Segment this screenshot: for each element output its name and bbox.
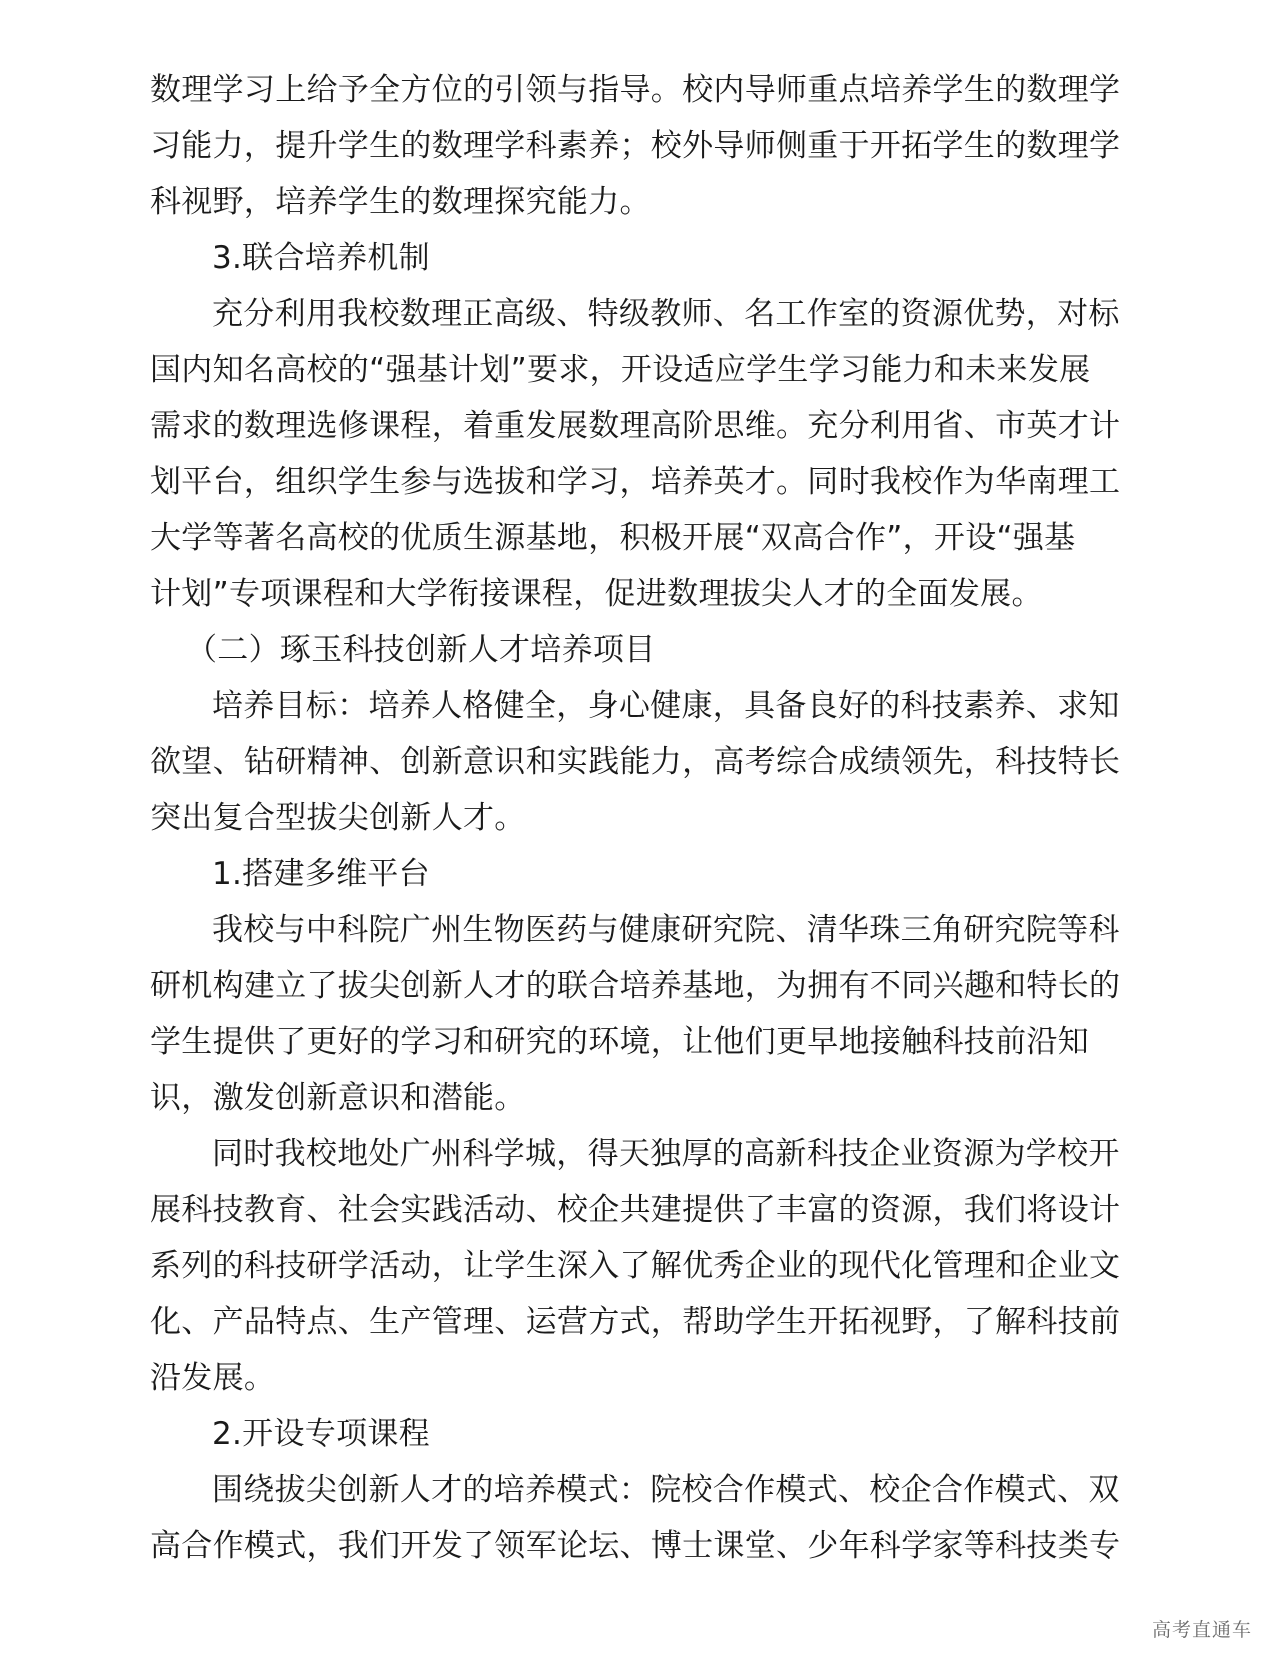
document-body bbox=[150, 62, 1130, 1574]
paragraph-line: 数理学习上给予全方位的引领与指导。校内导师重点培养学生的数理学 bbox=[150, 72, 1121, 108]
paragraph-line: 展科技教育、社会实践活动、校企共建提供了丰富的资源，我们将设计 bbox=[150, 1192, 1121, 1228]
section-heading: 1.搭建多维平台 bbox=[212, 856, 430, 892]
paragraph-line: 系列的科技研学活动，让学生深入了解优秀企业的现代化管理和企业文 bbox=[150, 1248, 1121, 1284]
paragraph-line: 突出复合型拔尖创新人才。 bbox=[150, 800, 526, 836]
paragraph-line: 我校与中科院广州生物医药与健康研究院、清华珠三角研究院等科 bbox=[212, 912, 1120, 948]
paragraph-line: 大学等著名高校的优质生源基地，积极开展“双高合作”，开设“强基 bbox=[150, 520, 1076, 556]
paragraph-line: 识，激发创新意识和潜能。 bbox=[150, 1080, 526, 1116]
paragraph-line: 习能力，提升学生的数理学科素养；校外导师侧重于开拓学生的数理学 bbox=[150, 128, 1121, 164]
section-heading: （二）琢玉科技创新人才培养项目 bbox=[186, 632, 656, 668]
paragraph-line: 同时我校地处广州科学城，得天独厚的高新科技企业资源为学校开 bbox=[212, 1136, 1120, 1172]
paragraph-line: 划平台，组织学生参与选拔和学习，培养英才。同时我校作为华南理工 bbox=[150, 464, 1121, 500]
paragraph-line: 需求的数理选修课程，着重发展数理高阶思维。充分利用省、市英才计 bbox=[150, 408, 1121, 444]
paragraph-line: 高合作模式，我们开发了领军论坛、博士课堂、少年科学家等科技类专 bbox=[150, 1528, 1121, 1564]
paragraph-line: 沿发展。 bbox=[150, 1360, 276, 1396]
paragraph-line: 研机构建立了拔尖创新人才的联合培养基地，为拥有不同兴趣和特长的 bbox=[150, 968, 1121, 1004]
paragraph-line: 学生提供了更好的学习和研究的环境，让他们更早地接触科技前沿知 bbox=[150, 1024, 1089, 1060]
section-heading: 3.联合培养机制 bbox=[212, 240, 430, 276]
paragraph-line: 围绕拔尖创新人才的培养模式：院校合作模式、校企合作模式、双 bbox=[212, 1472, 1120, 1508]
section-heading: 2.开设专项课程 bbox=[212, 1416, 430, 1452]
paragraph-line: 充分利用我校数理正高级、特级教师、名工作室的资源优势，对标 bbox=[212, 296, 1120, 332]
paragraph-line: 国内知名高校的“强基计划”要求，开设适应学生学习能力和未来发展 bbox=[150, 352, 1091, 388]
paragraph-line: 化、产品特点、生产管理、运营方式，帮助学生开拓视野，了解科技前 bbox=[150, 1304, 1121, 1340]
paragraph-line: 科视野，培养学生的数理探究能力。 bbox=[150, 184, 651, 220]
paragraph-line: 培养目标：培养人格健全，身心健康，具备良好的科技素养、求知 bbox=[212, 688, 1120, 724]
paragraph-line: 欲望、钻研精神、创新意识和实践能力，高考综合成绩领先，科技特长 bbox=[150, 744, 1121, 780]
paragraph-line: 计划”专项课程和大学衔接课程，促进数理拔尖人才的全面发展。 bbox=[150, 576, 1043, 612]
watermark-text: 高考直通车 bbox=[1151, 1619, 1252, 1641]
